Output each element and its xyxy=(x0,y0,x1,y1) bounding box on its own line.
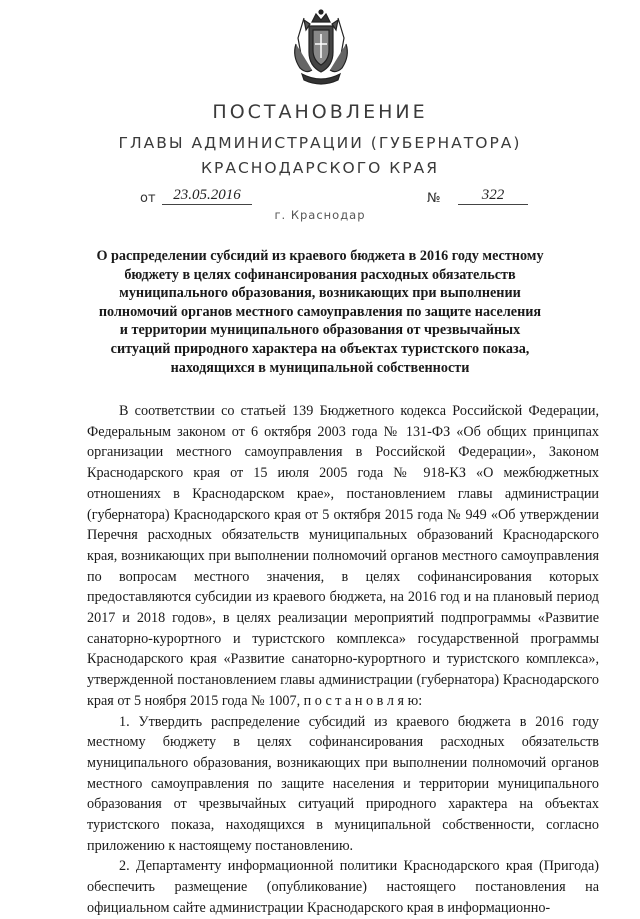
document-number: 322 xyxy=(458,187,528,205)
document-type-heading: ПОСТАНОВЛЕНИЕ xyxy=(212,101,428,123)
number-prefix: № xyxy=(427,191,441,206)
issuer-heading: ГЛАВЫ АДМИНИСТРАЦИИ (ГУБЕРНАТОРА) xyxy=(118,134,522,152)
document-date: 23.05.2016 xyxy=(162,187,252,205)
preamble-paragraph: В соответствии со статьей 139 Бюджетного кодекса Российской Федерации, Федеральным законом от 6 октября 2003 года № 131-ФЗ «Об общих принципах организации местного самоуправления в Российской Федерации», Законом Краснодарского края от 15 июля 2005 года № 918-КЗ «О межбюджетных отношениях в Краснодарском крае», постановлением главы администрации (губернатора) Краснодарского края от 5 октября 2015 года № 949 «Об утверждении Перечня расходных обязательств муниципальных образований Краснодарского края, возникающих при выполнении полномочий органов местного самоуправления по вопросам местного значения, в целях софинансирования которых предоставляются субсидии из краевого бюджета, на 2016 год и на плановый период 2017 и 2018 годов», в целях реализации мероприятий подпрограммы «Развитие санаторно-курортного и туристского комплекса» государственной программы Краснодарского края «Развитие санаторно-курортного и туристского комплекса», утвержденной постановлением главы администрации (губернатора) Краснодарского края от 5 ноября 2015 года № 1007, п о с т а н о в л я ю: xyxy=(87,403,599,709)
document-title: О распределении субсидий из краевого бюджета в 2016 году местному бюджету в целях софинансирования расходных обязательств муниципального образования, возникающих при выполнении полномочий органов местного самоуправления по защите населения и территории муниципального образования от чрезвычайных ситуаций природного характера на объектах туристского показа, находящихся в муниципальной собственности xyxy=(96,248,544,376)
city-label: г. Краснодар xyxy=(274,208,366,222)
date-prefix: от xyxy=(140,191,156,206)
document-body xyxy=(87,401,599,919)
coat-of-arms-emblem xyxy=(290,8,352,88)
region-heading: КРАСНОДАРСКОГО КРАЯ xyxy=(200,159,440,177)
clause-1-paragraph: 1. Утвердить распределение субсидий из краевого бюджета в 2016 году местному бюджету в целях софинансирования расходных обязательств муниципального образования, возникающих при выполнении полномочий органов местного самоуправления по защите населения и территории муниципального образования от чрезвычайных ситуаций природного характера на объектах туристского показа, находящихся в муниципальной собственности, согласно приложению к настоящему постановлению. xyxy=(87,713,599,854)
clause-2-paragraph: 2. Департаменту информационной политики Краснодарского края (Пригода) обеспечить размещение (опубликование) настоящего постановления на официальном сайте администрации Краснодарского края в информационно- xyxy=(87,858,599,916)
